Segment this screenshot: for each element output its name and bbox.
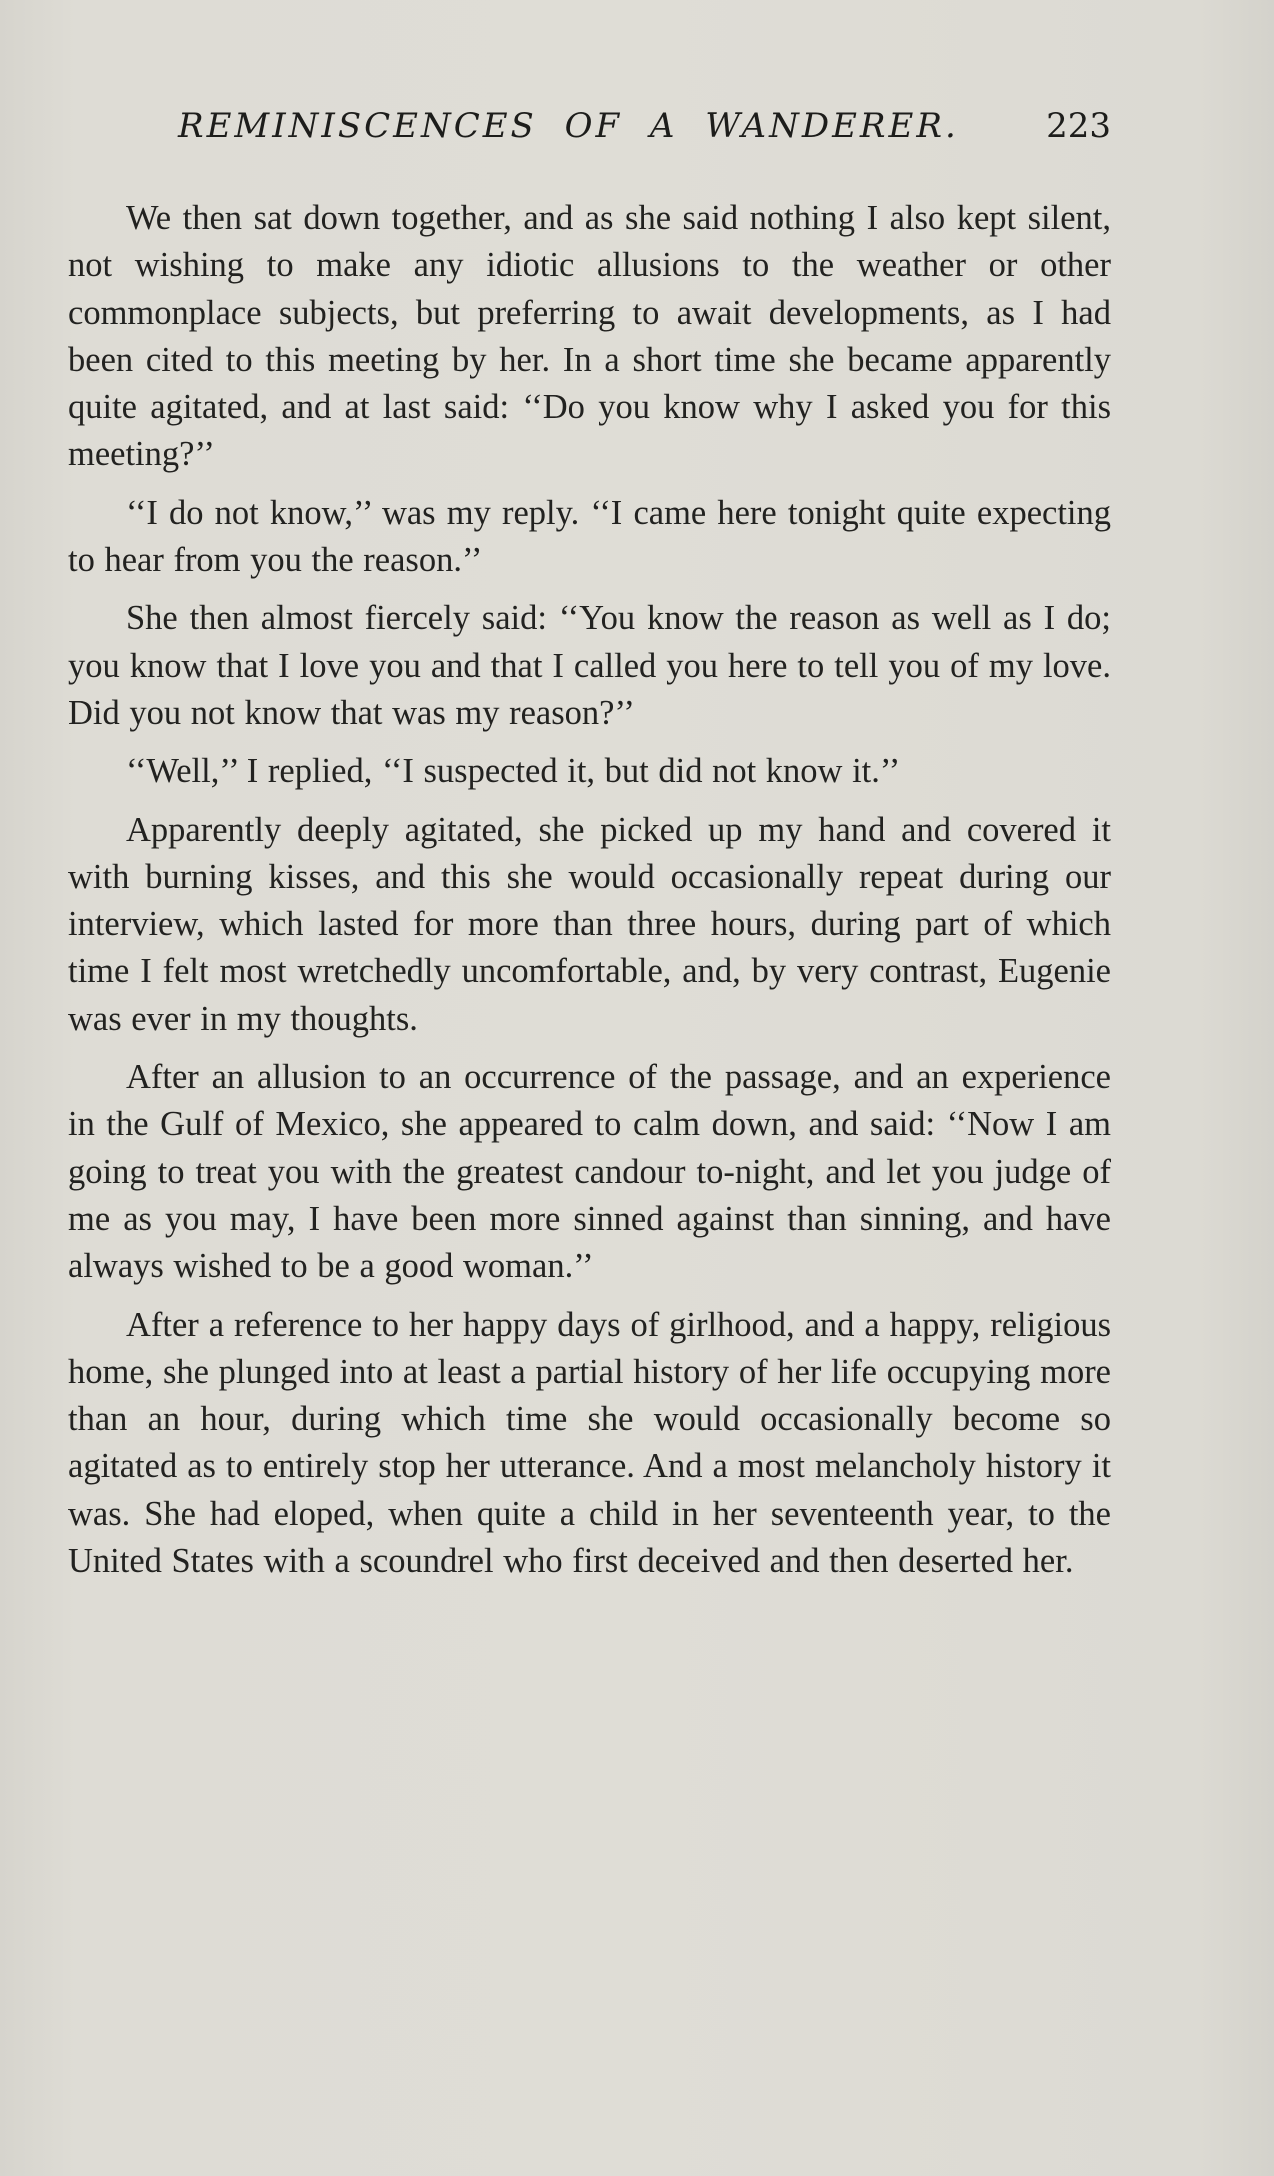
page-number: 223 bbox=[1046, 106, 1111, 146]
paragraph: She then almost fiercely said: ‘‘You know the reason as well as I do; you know that I love you and that I called you here to tell you of my love. Did you not know that was my reason?’’ bbox=[68, 599, 1111, 732]
running-head bbox=[68, 106, 1111, 156]
paragraph: Apparently deeply agitated, she picked up my hand and covered it with burning kisses, and this she would occasionally repeat during our interview, which lasted for more than three hours, during part of which time I felt most wretchedly uncomfortable, and, by very contrast, Eugenie was ever in my thoughts. bbox=[68, 810, 1111, 1038]
paragraph: We then sat down together, and as she said nothing I also kept silent, not wishing to make any idiotic allusions to the weather or other commonplace subjects, but preferring to await developments, as I had been cited to this meeting by her. In a short time she became apparently quite agitated, and at last said: ‘‘Do you know why I asked you for this meeting?’’ bbox=[68, 199, 1111, 474]
paragraph: ‘‘I do not know,’’ was my reply. ‘‘I came here tonight quite expecting to hear from you the reason.’’ bbox=[68, 493, 1111, 580]
paragraph: ‘‘Well,’’ I replied, ‘‘I suspected it, but did not know it.’’ bbox=[126, 752, 901, 791]
running-title: REMINISCENCES OF A WANDERER. bbox=[178, 106, 959, 146]
body-text bbox=[68, 195, 1111, 1596]
paragraph: After an allusion to an occurrence of the passage, and an experience in the Gulf of Mexico, she appeared to calm down, and said: ‘‘Now I am going to treat you with the greatest candour to-night, and let you judge of me as you may, I have been more sinned against than sinning, and have always wished to be a good woman.’’ bbox=[68, 1058, 1111, 1286]
paragraph: After a reference to her happy days of girlhood, and a happy, religious home, she plunged into at least a partial history of her life occupying more than an hour, during which time she would occasionally become so agitated as to entirely stop her utterance. And a most melancholy history it was. She had eloped, when quite a child in her seventeenth year, to the United States with a scoundrel who first deceived and then deserted her. bbox=[68, 1305, 1111, 1581]
